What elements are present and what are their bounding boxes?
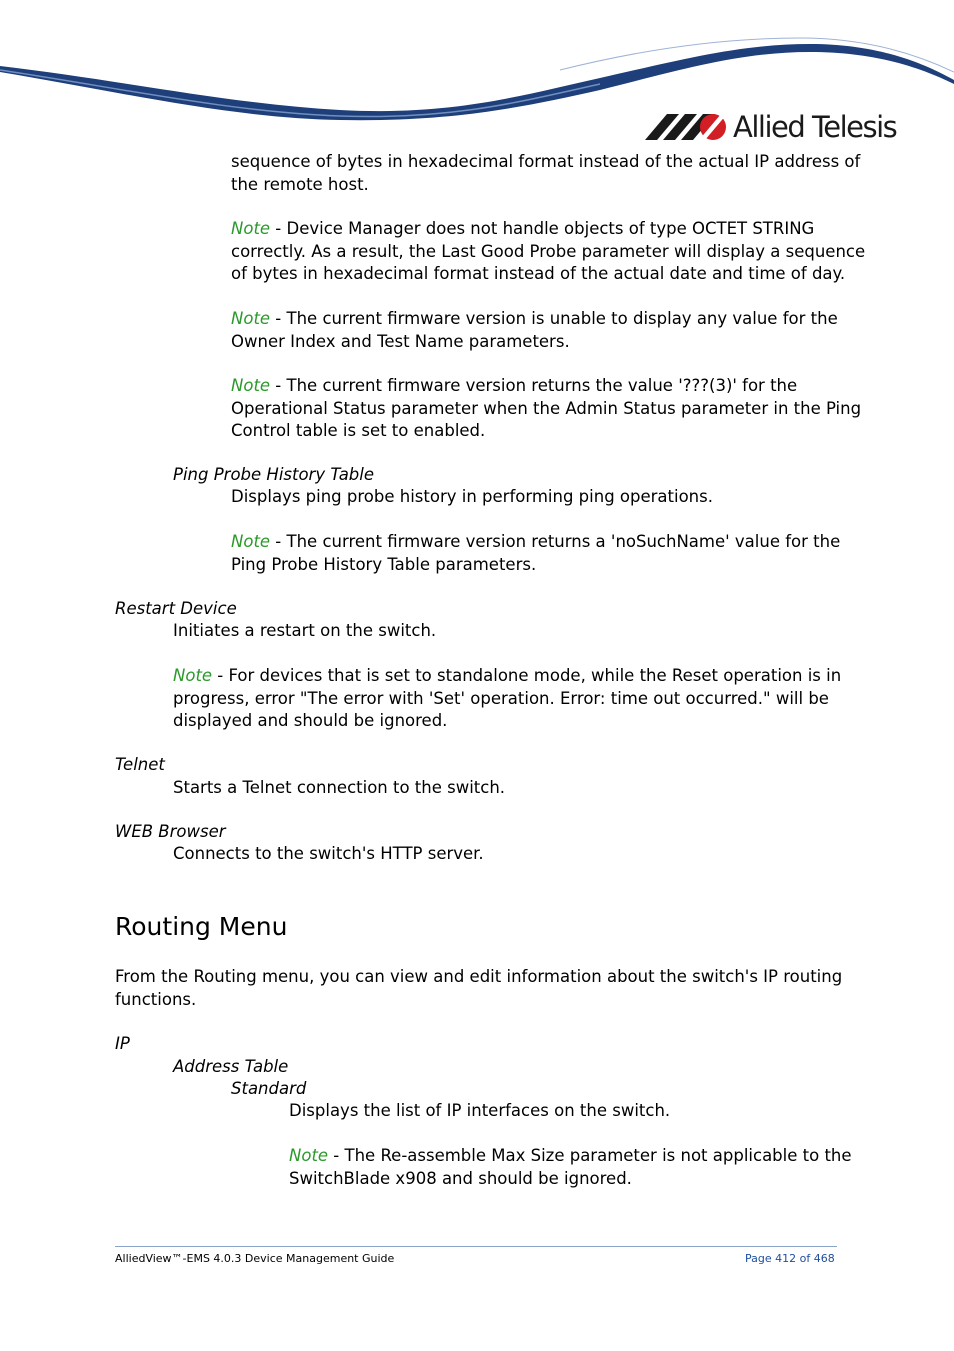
allied-telesis-logo: [645, 108, 905, 148]
note-label: Note: [173, 666, 213, 685]
submenu-item-title: Standard: [231, 1079, 307, 1098]
logo-wordmark: Allied Telesis: [733, 110, 897, 144]
note-label: Note: [231, 376, 271, 395]
text-line: Operational Status parameter when the Admin Status parameter in the Ping: [231, 398, 862, 418]
menu-item-description: Displays ping probe history in performing ping operations.: [231, 487, 713, 506]
note-block: [231, 308, 838, 353]
note-block: [289, 1145, 852, 1190]
text-line: - The current firmware version is unable to display any value for the: [270, 309, 838, 328]
menu-item-description: Initiates a restart on the switch.: [173, 621, 437, 640]
note-label: Note: [289, 1146, 329, 1165]
text-line: - The current firmware version returns the value '???(3)' for the: [270, 376, 798, 395]
text-line: - The current firmware version returns a 'noSuchName' value for the: [270, 532, 841, 551]
text-line: of bytes in hexadecimal format instead of the actual date and time of day.: [231, 264, 846, 283]
text-line: Control table is set to enabled.: [231, 421, 486, 440]
text-line: - For devices that is set to standalone mode, while the Reset operation is in: [212, 666, 842, 685]
text-line: - Device Manager does not handle objects of type OCTET STRING: [270, 219, 815, 238]
footer-document-title: AlliedView™-EMS 4.0.3 Device Management Guide: [115, 1252, 395, 1265]
note-block: [231, 531, 840, 576]
footer-page-number: Page 412 of 468: [745, 1252, 835, 1265]
section-heading: Routing Menu: [115, 912, 288, 941]
text-line: Ping Probe History Table parameters.: [231, 554, 537, 574]
text-line: Owner Index and Test Name parameters.: [231, 331, 570, 351]
menu-item-title: WEB Browser: [115, 822, 226, 841]
menu-item-title: Ping Probe History Table: [173, 465, 375, 484]
note-line: [231, 218, 865, 241]
text-line: SwitchBlade x908 and should be ignored.: [289, 1168, 632, 1188]
section-intro: [115, 966, 842, 1011]
menu-item-description: Displays the list of IP interfaces on the switch.: [289, 1101, 671, 1120]
footer-divider: [115, 1246, 837, 1247]
note-line: [231, 531, 840, 554]
text-line: From the Routing menu, you can view and edit information about the switch's IP routing: [115, 967, 843, 986]
menu-item-description: Connects to the switch's HTTP server.: [173, 844, 484, 863]
note-line: [173, 665, 841, 688]
note-line: [231, 308, 838, 331]
text-line: progress, error "The error with 'Set' operation. Error: time out occurred." will be: [173, 688, 829, 708]
note-label: Note: [231, 532, 271, 551]
text-line: - The Re-assemble Max Size parameter is not applicable to the: [328, 1146, 852, 1165]
text-line: functions.: [115, 989, 197, 1009]
note-label: Note: [231, 309, 271, 328]
text-line: sequence of bytes in hexadecimal format instead of the actual IP address of: [231, 152, 861, 171]
note-block: [231, 218, 865, 286]
note-line: [231, 375, 861, 398]
menu-item-title: Telnet: [115, 755, 165, 774]
menu-item-title: IP: [115, 1034, 130, 1053]
submenu-item-title: Address Table: [173, 1057, 289, 1076]
menu-item-description: Starts a Telnet connection to the switch.: [173, 778, 506, 797]
note-line: [289, 1145, 852, 1168]
menu-item-title: Restart Device: [115, 599, 237, 618]
paragraph-continued: [231, 151, 860, 196]
text-line: displayed and should be ignored.: [173, 711, 448, 730]
note-block: [231, 375, 861, 443]
note-block: [173, 665, 841, 733]
note-label: Note: [231, 219, 271, 238]
text-line: correctly. As a result, the Last Good Probe parameter will display a sequence: [231, 241, 866, 261]
allied-telesis-logo-mark-icon: [645, 112, 731, 142]
text-line: the remote host.: [231, 174, 369, 194]
